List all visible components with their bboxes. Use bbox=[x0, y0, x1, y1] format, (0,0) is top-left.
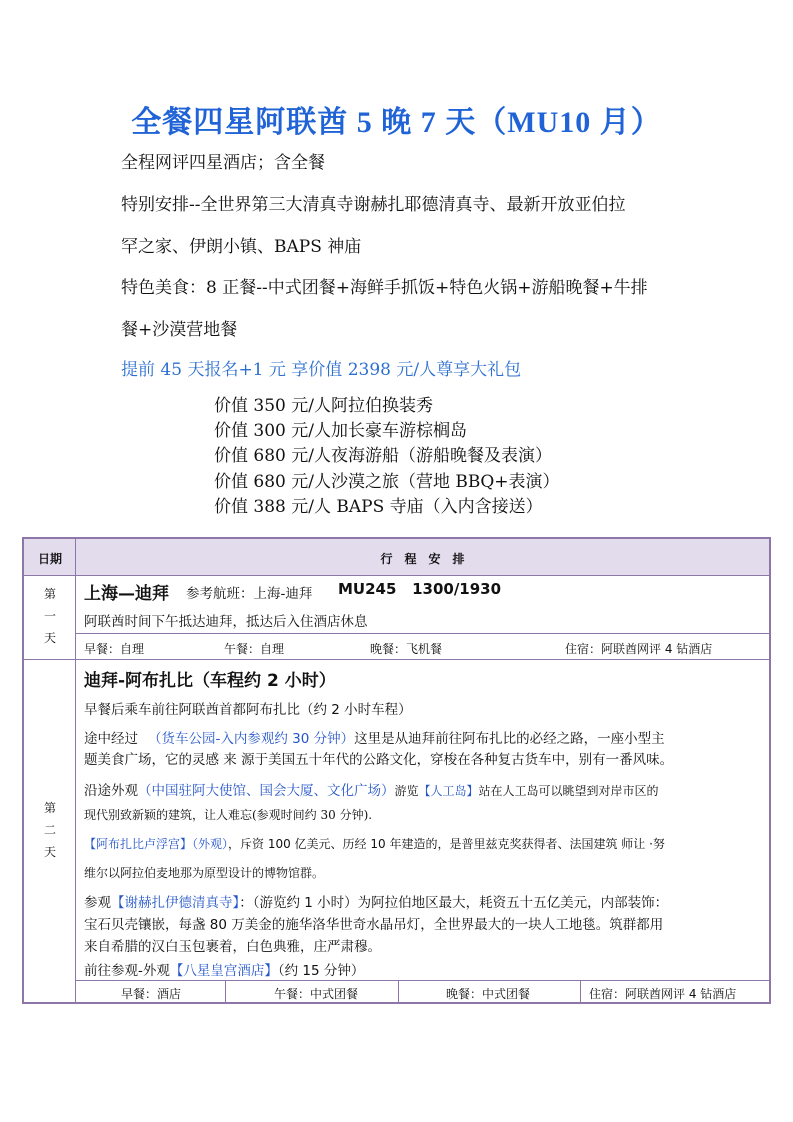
header-schedule: 行 程 安 排 bbox=[380, 552, 465, 566]
day1-dinner: 晚餐：飞机餐 bbox=[370, 642, 443, 656]
intro-food-1: 特色美食：8 正餐--中式团餐+海鲜手抓饭+特色火锅+游船晚餐+牛排 bbox=[121, 278, 648, 298]
day2-title: 迪拜-阿布扎比（车程约 2 小时） bbox=[84, 671, 336, 691]
day1-title: 上海—迪拜 bbox=[84, 584, 169, 604]
gift-item: 价值 350 元/人阿拉伯换装秀 bbox=[214, 396, 433, 416]
day1-lunch: 午餐：自理 bbox=[224, 642, 285, 656]
day1-hotel: 住宿：阿联酋网评 4 钻酒店 bbox=[565, 642, 713, 656]
day2-p4-line2: 维尔以阿拉伯麦地那为原型设计的博物馆群。 bbox=[84, 866, 325, 880]
divider bbox=[75, 980, 769, 981]
page-title: 全餐四星阿联酋 5 晚 7 天（MU10 月） bbox=[131, 106, 662, 139]
day2-p5-line1: 参观【谢赫扎伊德清真寺】：（游览约 1 小时）为阿拉伯地区最大，耗资五十五亿美元，内部装饰： bbox=[84, 895, 669, 911]
intro-hotel: 全程网评四星酒店；含全餐 bbox=[121, 153, 325, 173]
day2-hotel: 住宿：阿联酋网评 4 钻酒店 bbox=[589, 987, 737, 1001]
gift-item: 价值 300 元/人加长豪车游棕榈岛 bbox=[214, 421, 467, 441]
day1-breakfast: 早餐：自理 bbox=[84, 642, 145, 656]
day1-flight-label: 参考航班：上海-迪拜 bbox=[186, 586, 313, 602]
day1-flight: MU245 1300/1930 bbox=[338, 580, 502, 598]
itinerary-table bbox=[22, 537, 771, 1004]
divider bbox=[225, 980, 226, 1002]
day2-dinner: 晚餐：中式团餐 bbox=[446, 987, 531, 1001]
divider bbox=[398, 980, 399, 1002]
day2-p2-line1: 途中经过 （货车公园-入内参观约 30 分钟）这里是从迪拜前往阿布扎比的必经之路，一座小型主 bbox=[84, 731, 665, 747]
day2-p1: 早餐后乘车前往阿联酋首都阿布扎比（约 2 小时车程） bbox=[84, 702, 412, 718]
header-date: 日期 bbox=[37, 552, 62, 566]
promo-line: 提前 45 天报名+1 元 享价值 2398 元/人尊享大礼包 bbox=[121, 360, 522, 380]
intro-special-2: 罕之家、伊朗小镇、BAPS 神庙 bbox=[121, 237, 362, 257]
day2-p6: 前往参观-外观【八星皇宫酒店】（约 15 分钟） bbox=[84, 963, 365, 979]
day2-p2-line2: 题美食广场，它的灵感 来 源于美国五十年代的公路文化，穿梭在各种复古货车中，别有一番风味。 bbox=[84, 752, 674, 768]
gift-item: 价值 680 元/人夜海游船（游船晚餐及表演） bbox=[214, 446, 552, 466]
day2-p3-line2: 现代别致新颖的建筑，让人难忘(参观时间约 30 分钟). bbox=[84, 808, 373, 822]
divider bbox=[24, 575, 769, 576]
day-one-label: 第 一 天 bbox=[43, 587, 56, 645]
day2-p5-line2: 宝石贝壳镶嵌，每盏 80 万美金的施华洛华世奇水晶吊灯，全世界最大的一块人工地毯。筑群都用 bbox=[84, 917, 664, 933]
day2-p4-line1: 【阿布扎比卢浮宫】（外观），斥资 100 亿美元、历经 10 年建造的，是普里兹克奖获得者、法国建筑 师让 ·努 bbox=[84, 837, 665, 851]
divider bbox=[580, 980, 581, 1002]
day1-description: 阿联酋时间下午抵达迪拜，抵达后入住酒店休息 bbox=[84, 614, 368, 630]
day2-p3-line1: 沿途外观（中国驻阿大使馆、国会大厦、文化广场）游览【人工岛】站在人工岛可以眺望到对岸市区的 bbox=[84, 783, 659, 799]
divider bbox=[75, 633, 769, 634]
intro-special-1: 特别安排--全世界第三大清真寺谢赫扎耶德清真寺、最新开放亚伯拉 bbox=[121, 195, 626, 215]
gift-item: 价值 388 元/人 BAPS 寺庙（入内含接送） bbox=[214, 497, 543, 517]
divider bbox=[24, 659, 769, 660]
day2-p5-line3: 来自希腊的汉白玉包裹着，白色典雅，庄严肃穆。 bbox=[84, 939, 381, 955]
day2-lunch: 午餐：中式团餐 bbox=[274, 987, 359, 1001]
intro-food-2: 餐+沙漠营地餐 bbox=[121, 320, 238, 340]
gift-item: 价值 680 元/人沙漠之旅（营地 BBQ+表演） bbox=[214, 472, 560, 492]
day2-breakfast: 早餐：酒店 bbox=[121, 987, 182, 1001]
day-two-label: 第 二 天 bbox=[43, 801, 56, 859]
